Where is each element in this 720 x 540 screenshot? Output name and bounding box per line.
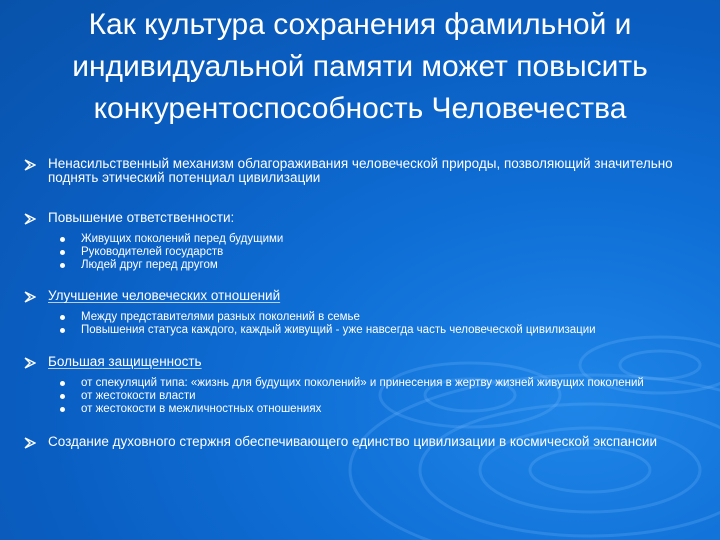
bullet-item (24, 289, 704, 337)
arrowhead-icon (24, 357, 36, 369)
sub-bullet-item (48, 233, 704, 246)
sub-bullet-list (48, 233, 704, 271)
title-line: индивидуальной памяти может повысить (72, 50, 648, 83)
sub-bullet-item (48, 390, 704, 403)
dot-icon (60, 263, 65, 268)
bullet-list (24, 157, 704, 449)
title-line: конкурентоспособность Человечества (93, 92, 627, 125)
bullet-item (24, 355, 704, 415)
sub-bullet-item (48, 324, 704, 337)
sub-bullet-list (48, 377, 704, 415)
sub-bullet-text: Живущих поколений перед будущими (81, 233, 284, 245)
title-line: Как культура сохранения фамильной и (88, 8, 632, 41)
arrowhead-icon (24, 159, 36, 171)
bullet-text: Создание духовного стержня обеспечивающего единство цивилизации в космической экспансии (48, 434, 658, 450)
sub-bullet-text: от спекуляций типа: «жизнь для будущих поколений» и принесения в жертву жизней живущих поколений (81, 376, 644, 389)
sub-bullet-text: Руководителей государств (81, 245, 224, 258)
sub-bullet-item (48, 246, 704, 259)
slide-title (10, 4, 710, 130)
bullet-item (24, 435, 704, 449)
sub-bullet-item (48, 311, 704, 324)
dot-icon (60, 394, 65, 399)
sub-bullet-text: от жестокости в межличностных отношениях (81, 402, 322, 415)
arrowhead-icon (24, 437, 36, 449)
bullet-text: Повышение ответственности: (48, 210, 235, 225)
sub-bullet-item (48, 377, 704, 390)
dot-icon (60, 250, 65, 255)
bullet-text: Улучшение человеческих отношений (48, 288, 281, 304)
sub-bullet-list (48, 311, 704, 337)
sub-bullet-text: от жестокости власти (81, 389, 196, 402)
dot-icon (60, 328, 65, 333)
dot-icon (60, 315, 65, 320)
bullet-text: Ненасильственный механизм облагораживания человеческой природы, позволяющий значительно поднять этический потенциал цивилизации (48, 156, 673, 185)
bullet-item (24, 157, 704, 185)
dot-icon (60, 407, 65, 412)
sub-bullet-item (48, 403, 704, 416)
sub-bullet-text: Людей друг перед другом (81, 258, 218, 271)
dot-icon (60, 237, 65, 242)
sub-bullet-item (48, 259, 704, 272)
bullet-text: Большая защищенность (48, 353, 202, 369)
sub-bullet-text: Между представителями разных поколений в семье (81, 311, 360, 324)
arrowhead-icon (24, 291, 36, 303)
dot-icon (60, 381, 65, 386)
arrowhead-icon (24, 213, 36, 225)
sub-bullet-text: Повышения статуса каждого, каждый живущий - уже навсегда часть человеческой цивилизации (81, 324, 596, 337)
bullet-item (24, 211, 704, 271)
